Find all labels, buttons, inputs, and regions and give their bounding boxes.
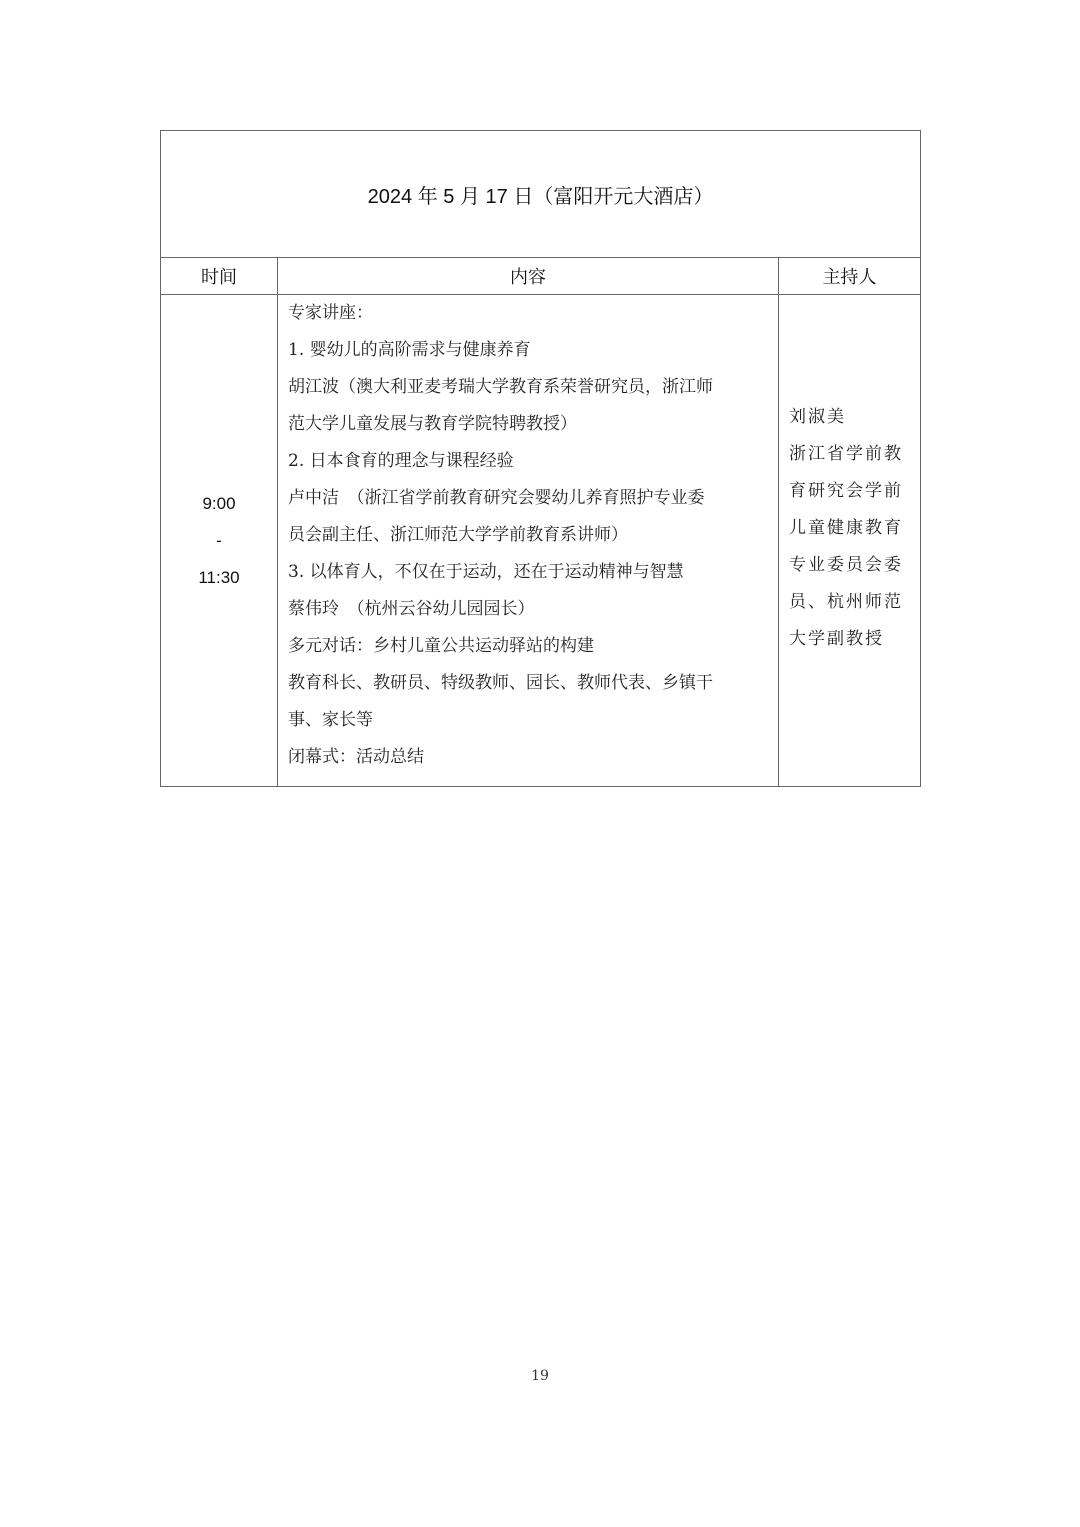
content-line: 3. 以体育人，不仅在于运动，还在于运动精神与智慧 [288, 562, 684, 582]
host-line: 刘淑美 [789, 407, 846, 427]
content-line: 专家讲座： [288, 303, 373, 323]
content-cell [278, 295, 779, 787]
host-line: 儿童健康教育 [789, 518, 903, 538]
page-number: 19 [531, 1368, 549, 1384]
table-title: 2024 年 5 月 17 日（富阳开元大酒店） [161, 131, 921, 258]
content-line: 教育科长、教研员、特级教师、园长、教师代表、乡镇干 [288, 673, 713, 693]
host-line: 员、杭州师范 [789, 592, 903, 612]
content-line: 胡江波（澳大利亚麦考瑞大学教育系荣誉研究员，浙江师 [288, 377, 713, 397]
host-line: 专业委员会委 [789, 555, 903, 575]
time-separator: - [216, 531, 222, 550]
content-line: 员会副主任、浙江师范大学学前教育系讲师） [288, 525, 628, 545]
header-content: 内容 [278, 258, 779, 295]
content-line: 多元对话：乡村儿童公共运动驿站的构建 [288, 636, 594, 656]
header-time: 时间 [161, 258, 278, 295]
time-cell [161, 295, 278, 787]
time-start: 9:00 [202, 494, 236, 513]
content-line: 2. 日本食育的理念与课程经验 [288, 451, 514, 471]
table-row [161, 295, 921, 787]
content-line: 范大学儿童发展与教育学院特聘教授） [288, 414, 577, 434]
content-line: 卢中洁 （浙江省学前教育研究会婴幼儿养育照护专业委 [288, 488, 705, 508]
content-line: 1. 婴幼儿的高阶需求与健康养育 [288, 340, 531, 360]
host-cell [779, 295, 921, 787]
time-end: 11:30 [198, 568, 240, 587]
host-line: 大学副教授 [789, 629, 884, 649]
content-line: 事、家长等 [288, 710, 373, 730]
header-row [161, 258, 921, 295]
host-line: 浙江省学前教 [789, 444, 903, 464]
schedule-table [160, 130, 921, 787]
host-line: 育研究会学前 [789, 481, 903, 501]
header-host: 主持人 [779, 258, 921, 295]
content-line: 蔡伟玲 （杭州云谷幼儿园园长） [288, 599, 535, 619]
content-line: 闭幕式：活动总结 [288, 747, 424, 767]
